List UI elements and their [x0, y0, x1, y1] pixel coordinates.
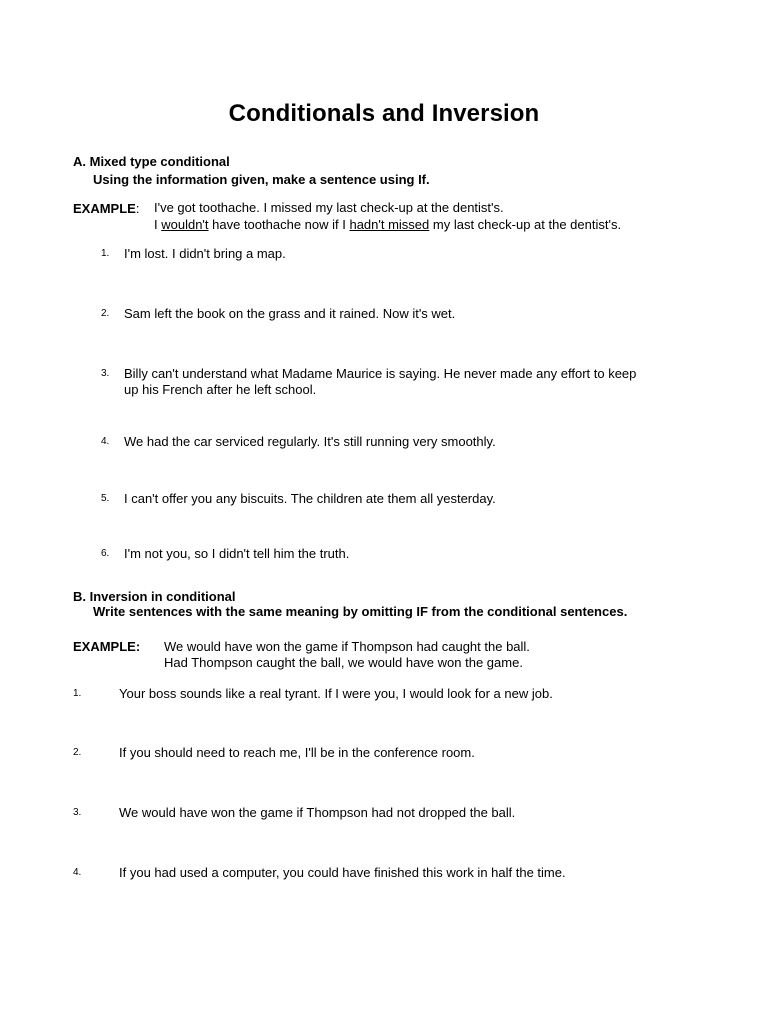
section-a-item-text: Sam left the book on the grass and it rained. Now it's wet.: [124, 306, 456, 321]
section-a-item-number: 6.: [101, 548, 110, 559]
section-b-item-text: If you had used a computer, you could have finished this work in half the time.: [119, 865, 566, 880]
section-b-item-number: 1.: [73, 688, 82, 699]
example-underlined-hadnt-missed: hadn't missed: [349, 217, 430, 232]
section-b-item-number: 2.: [73, 747, 82, 758]
section-b-item-text: We would have won the game if Thompson had not dropped the ball.: [119, 805, 516, 820]
section-a-item-number: 5.: [101, 493, 110, 504]
section-b-item-number: 3.: [73, 807, 82, 818]
section-a-item-text: I'm lost. I didn't bring a map.: [124, 246, 286, 261]
example-colon: :: [135, 201, 140, 216]
section-b-letter: B: [73, 589, 83, 604]
section-a-example: [73, 200, 139, 218]
section-a-item-number: 3.: [101, 368, 110, 379]
section-b-instruction: Write sentences with the same meaning by omitting IF from the conditional sentences.: [93, 604, 628, 619]
section-b-item-text: Your boss sounds like a real tyrant. If I were you, I would look for a new job.: [119, 686, 553, 701]
section-a-instruction: Using the information given, make a sentence using If.: [93, 172, 430, 187]
section-b-item-number: 4.: [73, 867, 82, 878]
section-a-example-line1: I've got toothache. I missed my last check-up at the dentist's.: [154, 200, 504, 215]
example-text-part1: I: [154, 217, 162, 232]
section-a-item-text: I'm not you, so I didn't tell him the truth.: [124, 546, 350, 561]
example-label: EXAMPLE: [73, 201, 136, 216]
section-b-item-text: If you should need to reach me, I'll be in the conference room.: [119, 745, 475, 760]
section-a-item-text: We had the car serviced regularly. It's still running very smoothly.: [124, 434, 496, 449]
section-a-item-text-continued: up his French after he left school.: [124, 382, 317, 397]
section-a-example-line2: [154, 217, 621, 233]
example-text-part3: my last check-up at the dentist's.: [429, 217, 622, 232]
section-b-example-line2: Had Thompson caught the ball, we would have won the game.: [164, 655, 523, 670]
section-b-example-line1: We would have won the game if Thompson had caught the ball.: [164, 639, 530, 654]
section-a-item-text: Billy can't understand what Madame Maurice is saying. He never made any effort to keep: [124, 366, 637, 381]
section-a-item-text: I can't offer you any biscuits. The children ate them all yesterday.: [124, 491, 496, 506]
section-a-item-number: 1.: [101, 248, 110, 259]
example-text-part2: have toothache now if I: [208, 217, 350, 232]
section-b-heading-text: . Inversion in conditional: [82, 589, 236, 604]
section-a-item-number: 4.: [101, 436, 110, 447]
example-underlined-wouldnt: wouldn't: [161, 217, 209, 232]
section-b-example-label: EXAMPLE:: [73, 639, 141, 654]
page-title: Conditionals and Inversion: [228, 100, 540, 127]
section-a-item-number: 2.: [101, 308, 110, 319]
section-a-heading: A. Mixed type conditional: [73, 154, 230, 169]
